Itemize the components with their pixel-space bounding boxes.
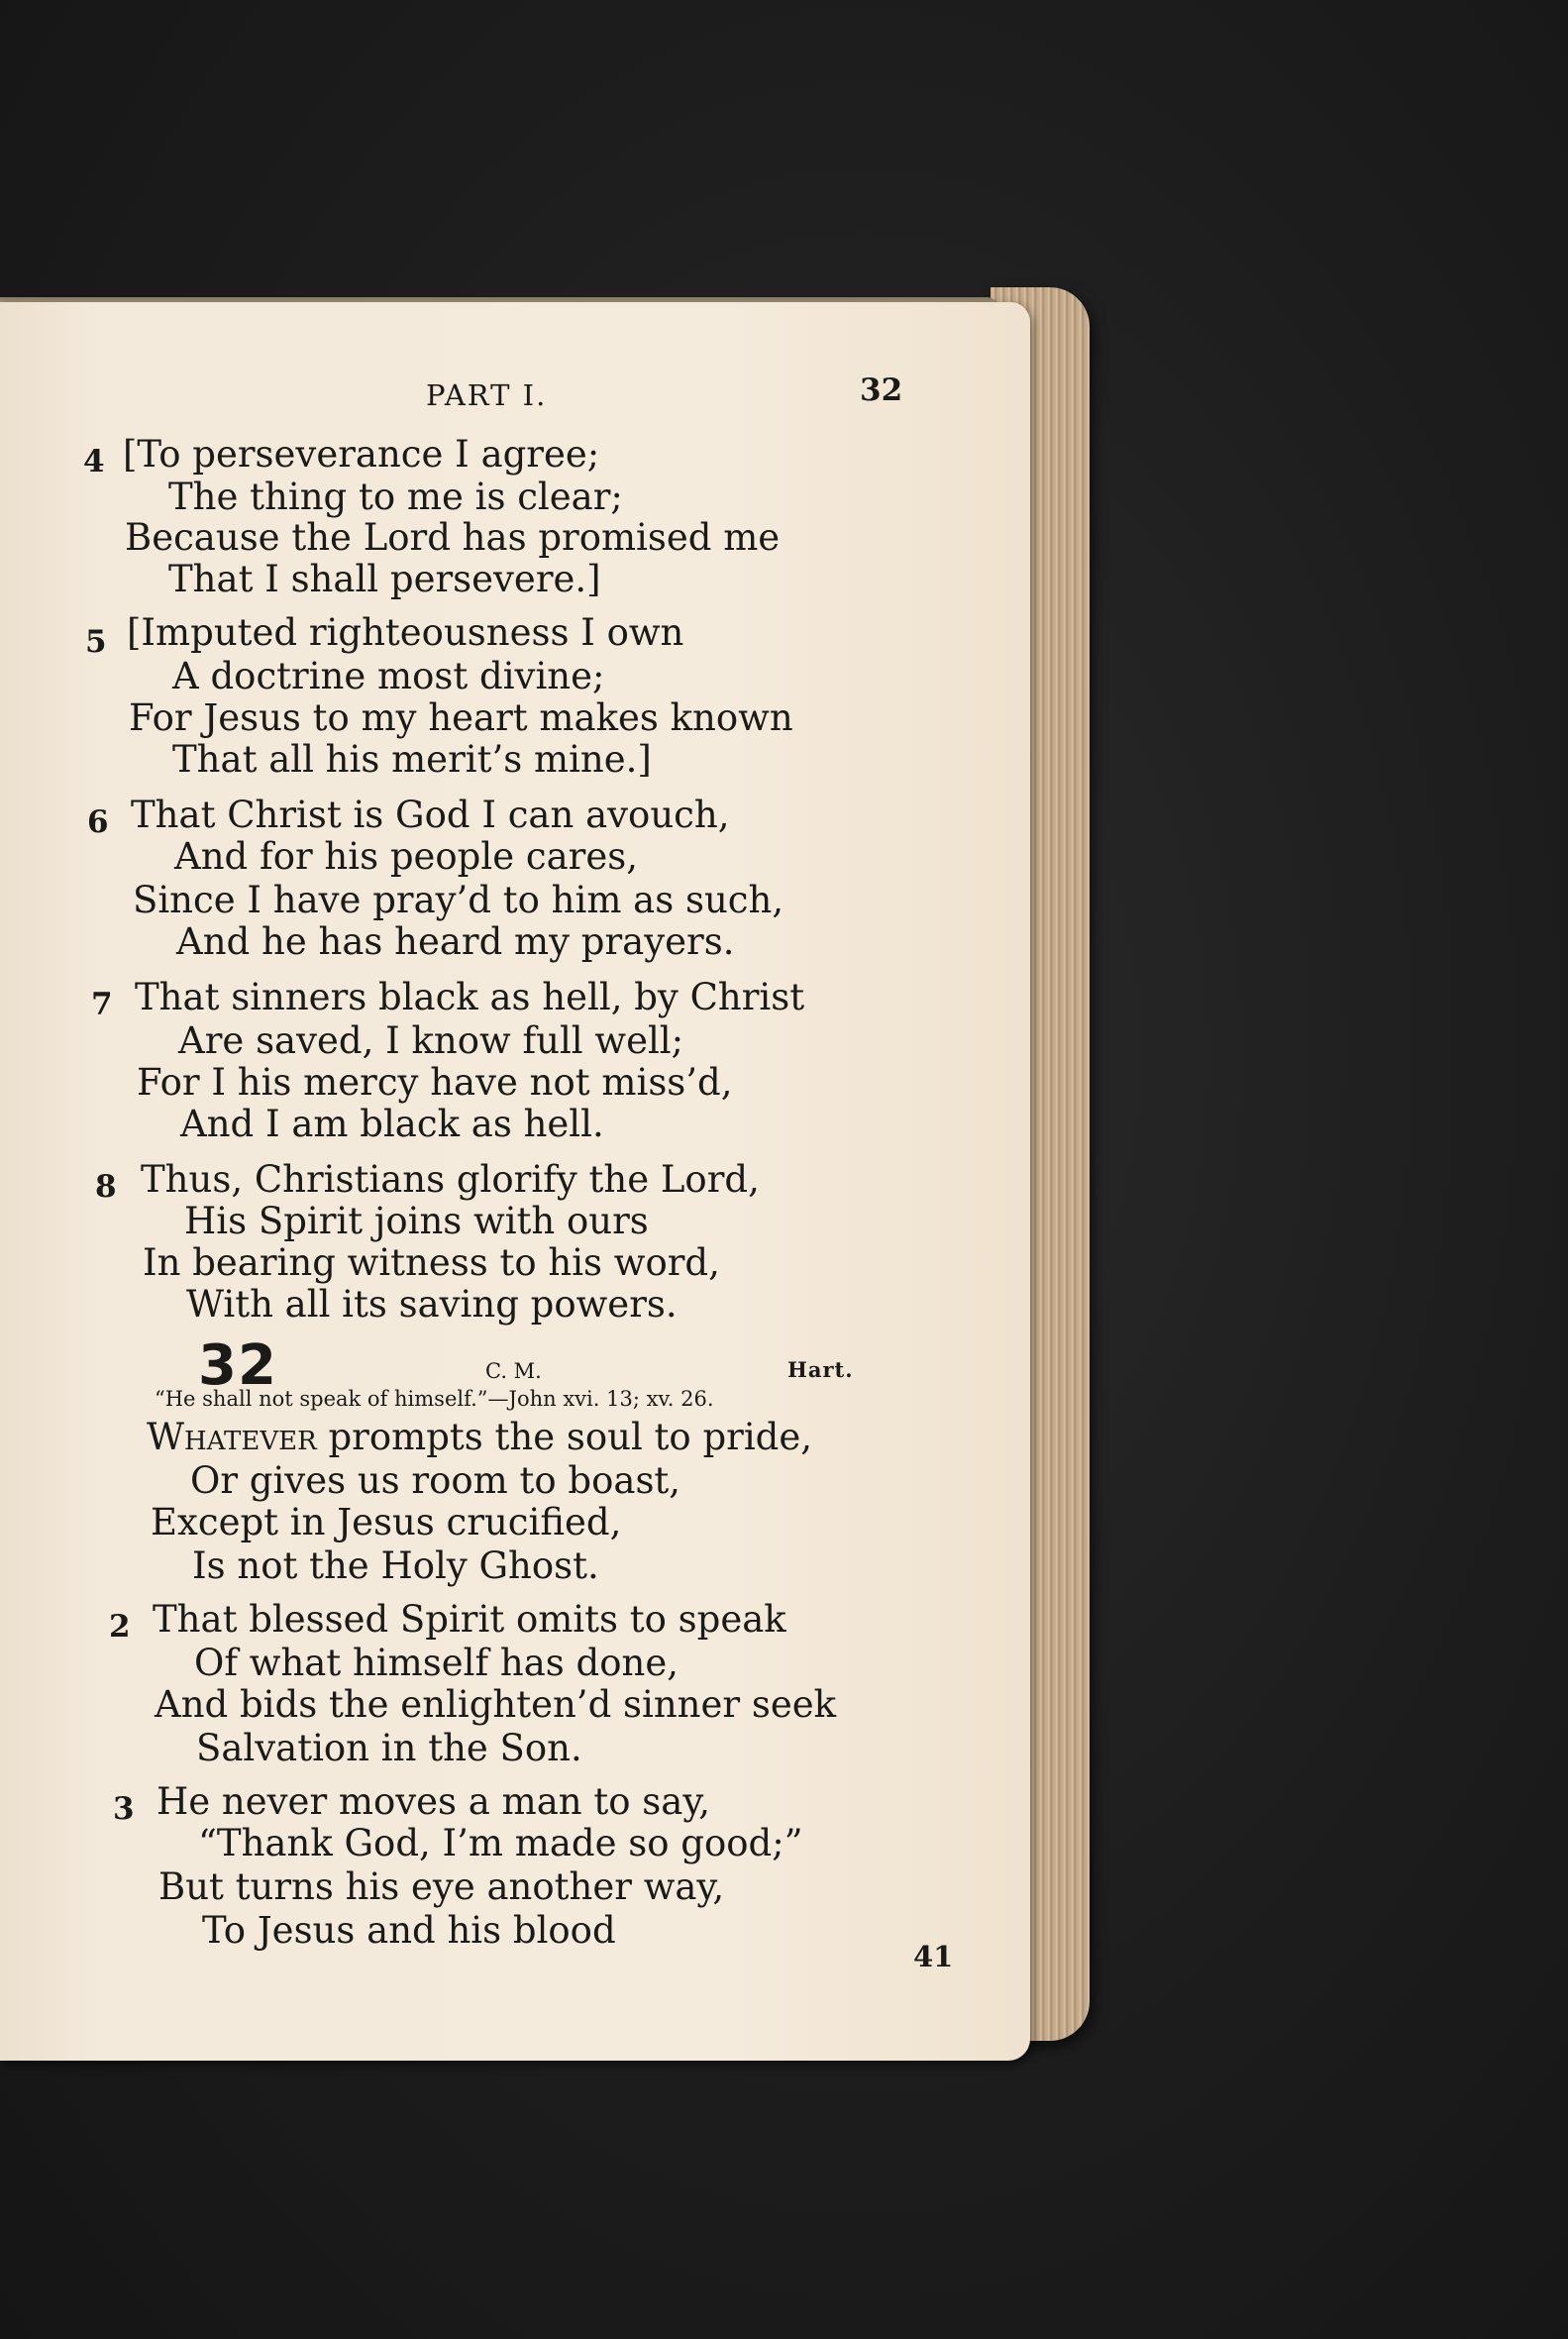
verse-number: 7 (91, 987, 113, 1022)
verse-line: With all its saving powers. (186, 1283, 678, 1326)
verse-line: Because the Lord has promised me (125, 516, 781, 559)
verse-line: In bearing witness to his word, (143, 1241, 720, 1284)
verse-number: 5 (85, 624, 107, 660)
hymn-epigraph: “He shall not speak of himself.”—John xvi. 13; xv. 26. (155, 1387, 714, 1411)
verse-line: Except in Jesus crucified, (151, 1501, 622, 1543)
hymn-author: Hart. (787, 1357, 854, 1382)
verse-line: That blessed Spirit omits to speak (153, 1598, 786, 1641)
verse-number: 8 (95, 1169, 117, 1205)
verse-line: “Thank God, I’m made so good;” (198, 1822, 803, 1864)
verse-line: And bids the enlighten’d sinner seek (155, 1683, 837, 1726)
verse-line: Is not the Holy Ghost. (192, 1544, 599, 1587)
verse-line: And for his people cares, (174, 835, 638, 878)
verse-number: 2 (109, 1609, 131, 1645)
first-word: Whatever (147, 1416, 317, 1458)
verse-line: That sinners black as hell, by Christ (135, 976, 805, 1018)
hymn-number: 32 (198, 1333, 277, 1398)
hymn-first-line (147, 1416, 813, 1458)
verse-line: That all his merit’s mine.] (172, 738, 652, 781)
verse-line: Are saved, I know full well; (178, 1019, 684, 1062)
page-number: 32 (860, 372, 903, 408)
verse-line: He never moves a man to say, (157, 1780, 711, 1823)
hymn-meter: C. M. (485, 1359, 542, 1383)
verse-line: His Spirit joins with ours (184, 1200, 649, 1242)
verse-line: Salvation in the Son. (196, 1727, 582, 1769)
verse-line: But turns his eye another way, (158, 1865, 725, 1908)
running-head: PART I. (426, 378, 548, 412)
verse-line: Since I have pray’d to him as such, (133, 879, 784, 921)
verse-line: A doctrine most divine; (172, 655, 605, 697)
verse-line: [Imputed righteousness I own (127, 611, 684, 654)
verse-number: 4 (83, 444, 105, 479)
first-line-rest: prompts the soul to pride, (316, 1416, 813, 1458)
verse-line: Or gives us room to boast, (190, 1459, 681, 1502)
verse-line: And I am black as hell. (180, 1103, 604, 1145)
verse-line: For I his mercy have not miss’d, (137, 1061, 733, 1104)
verse-line: For Jesus to my heart makes known (129, 696, 793, 739)
verse-line: The thing to me is clear; (168, 476, 623, 518)
verse-line: [To perseverance I agree; (123, 433, 600, 476)
verse-line: And he has heard my prayers. (176, 920, 735, 963)
verse-number: 6 (87, 804, 109, 840)
signature-mark: 41 (913, 1940, 954, 1973)
verse-line: To Jesus and his blood (202, 1909, 616, 1952)
verse-line: That I shall persevere.] (168, 558, 601, 600)
verse-line: Of what himself has done, (194, 1642, 679, 1684)
verse-line: That Christ is God I can avouch, (131, 794, 730, 836)
verse-line: Thus, Christians glorify the Lord, (141, 1158, 760, 1201)
verse-number: 3 (113, 1791, 135, 1827)
